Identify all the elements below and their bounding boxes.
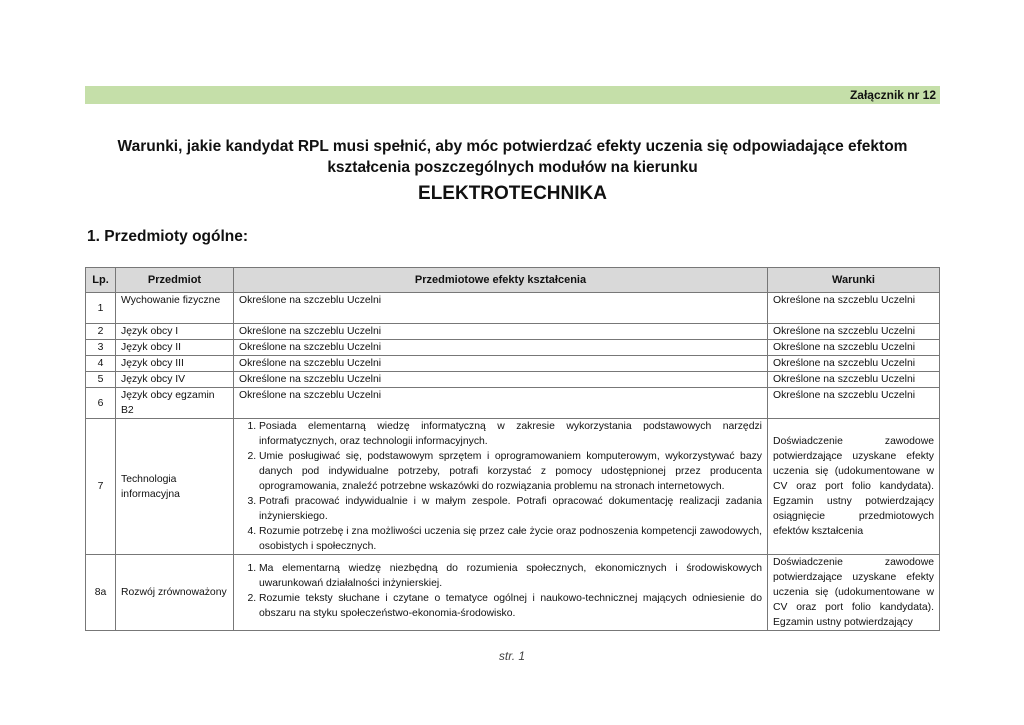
table-row — [86, 388, 940, 419]
row-subject: Język obcy egzamin B2 — [116, 388, 234, 419]
page-number: str. 1 — [498, 649, 526, 663]
col-header-subject: Przedmiot — [116, 268, 234, 293]
row-conditions: Określone na szczeblu Uczelni — [768, 356, 940, 372]
annex-label: Załącznik nr 12 — [85, 86, 940, 104]
col-header-conditions: Warunki — [768, 268, 940, 293]
row-subject: Technologia informacyjna — [116, 419, 234, 555]
row-conditions: Określone na szczeblu Uczelni — [768, 324, 940, 340]
table-row — [86, 340, 940, 356]
effects-list — [239, 419, 762, 554]
row-subject: Rozwój zrównoważony — [116, 555, 234, 631]
requirements-table — [85, 267, 940, 631]
table-row — [86, 419, 940, 555]
row-conditions: Określone na szczeblu Uczelni — [768, 293, 940, 324]
list-item: 2. Umie posługiwać się, podstawowym sprzętem i oprogramowaniem komputerowym, wykorzystywać bazy danych pod indywidualne potrzeby, potrafi korzystać z pomocy udostępnionej przez producenta oprogramowania, znaleźć potrzebne wskazówki do rozwiązania problemu na stronach internetowych. — [259, 449, 762, 494]
field-of-study: ELEKTROTECHNIKA — [418, 183, 607, 204]
row-subject: Język obcy III — [116, 356, 234, 372]
row-lp: 8a — [86, 555, 116, 631]
row-effects: Określone na szczeblu Uczelni — [234, 340, 768, 356]
table-row — [86, 356, 940, 372]
row-effects — [234, 419, 768, 555]
table-row — [86, 324, 940, 340]
table-header-row — [86, 268, 940, 293]
row-effects: Określone na szczeblu Uczelni — [234, 372, 768, 388]
list-item: 2. Rozumie teksty słuchane i czytane o tematyce ogólnej i naukowo-technicznej mających odniesienie do obszaru na styku społeczeństwo-ekonomia-środowisko. — [259, 591, 762, 621]
row-subject: Wychowanie fizyczne — [116, 293, 234, 324]
row-effects: Określone na szczeblu Uczelni — [234, 324, 768, 340]
row-conditions: Doświadczenie zawodowe potwierdzające uzyskane efekty uczenia się (udokumentowane w CV oraz port folio kandydata). Egzamin ustny potwierdzający — [768, 555, 940, 631]
table-row — [86, 293, 940, 324]
row-conditions: Określone na szczeblu Uczelni — [768, 340, 940, 356]
section-heading: 1. Przedmioty ogólne: — [87, 228, 249, 245]
col-header-effects: Przedmiotowe efekty kształcenia — [234, 268, 768, 293]
row-lp: 2 — [86, 324, 116, 340]
table-row — [86, 372, 940, 388]
row-subject: Język obcy II — [116, 340, 234, 356]
row-lp: 3 — [86, 340, 116, 356]
row-subject: Język obcy IV — [116, 372, 234, 388]
effects-list — [239, 561, 762, 621]
row-lp: 4 — [86, 356, 116, 372]
row-effects: Określone na szczeblu Uczelni — [234, 388, 768, 419]
row-effects: Określone na szczeblu Uczelni — [234, 356, 768, 372]
list-item: 1. Ma elementarną wiedzę niezbędną do rozumienia społecznych, ekonomicznych i środowiskowych uwarunkowań działalności inżynierskiej. — [259, 561, 762, 591]
document-title — [85, 136, 940, 207]
list-item: 3. Potrafi pracować indywidualnie i w małym zespole. Potrafi opracować dokumentację realizacji zadania inżynierskiego. — [259, 494, 762, 524]
title-line: Warunki, jakie kandydat RPL musi spełnić, aby móc potwierdzać efekty uczenia się odpowiadające efektom kształcenia poszczególnych modułów na kierunku — [117, 138, 908, 176]
row-conditions: Określone na szczeblu Uczelni — [768, 372, 940, 388]
row-lp: 1 — [86, 293, 116, 324]
row-conditions: Doświadczenie zawodowe potwierdzające uzyskane efekty uczenia się (udokumentowane w CV oraz port folio kandydata). Egzamin ustny potwierdzający osiągnięcie przedmiotowych efektów kształcenia — [768, 419, 940, 555]
row-effects: Określone na szczeblu Uczelni — [234, 293, 768, 324]
list-item: 4. Rozumie potrzebę i zna możliwości uczenia się przez całe życie oraz podnoszenia kompetencji zawodowych, osobistych i społecznych. — [259, 524, 762, 554]
row-lp: 5 — [86, 372, 116, 388]
row-effects — [234, 555, 768, 631]
list-item: 1. Posiada elementarną wiedzę informatyczną w zakresie wykorzystania podstawowych narzędzi informatycznych, oraz technologii informacyjnych. — [259, 419, 762, 449]
row-lp: 7 — [86, 419, 116, 555]
row-lp: 6 — [86, 388, 116, 419]
col-header-lp: Lp. — [86, 268, 116, 293]
table-row — [86, 555, 940, 631]
row-conditions: Określone na szczeblu Uczelni — [768, 388, 940, 419]
row-subject: Język obcy I — [116, 324, 234, 340]
